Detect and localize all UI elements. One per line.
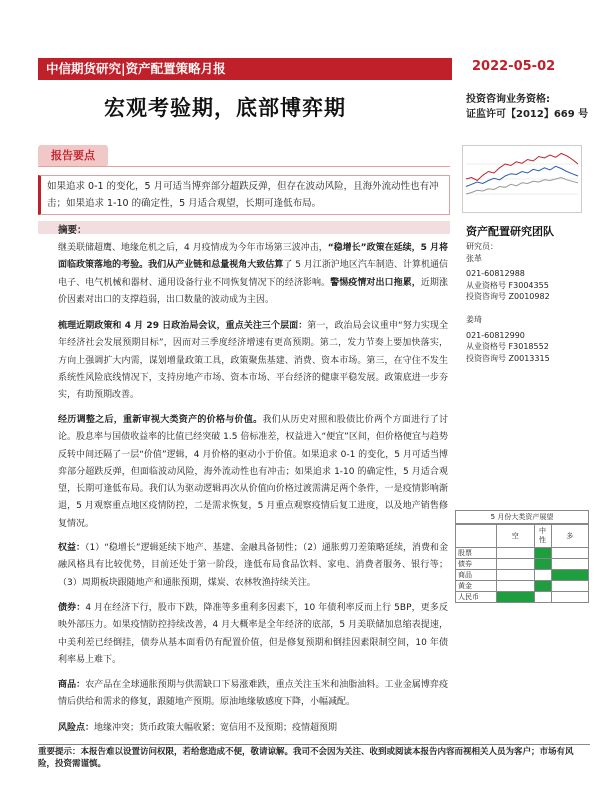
summary-divider: [38, 166, 450, 167]
qualification-license: 证监许可【2012】669 号: [466, 109, 589, 120]
paragraph-3: 经历调整之后，重新审视大类资产的价格与价值。我们从历史对照和股债比价两个方面进行了讨论。股息率与国债收益率的比值已经突破 1.5 倍标准差，权益进入“便宜”区间，但价格便宜与趋势反转中间还隔了一层“价值”逻辑，4 月价格的驱动小于价值。如果追求 0-1 的变化，5 月可适当博弈部分超跌反弹，但面临波动风险，海外流动性也有冲击；如果追求 1-10 的确定性，5 月适合观望，长期可逢低布局。我们认为驱动逻辑再次从价值向价格过渡需满足两个条件，一是疫情影响渐退，5 月观察重点地区疫情防控，二是需求恢复，5 月重点观察疫情后复工进度，以及地产销售修复情况。: [58, 415, 448, 529]
summary-tab: 报告要点: [38, 145, 108, 167]
allocation-asset: 商品: [456, 570, 497, 581]
allocation-cell: [497, 559, 535, 570]
allocation-asset: 黄金: [456, 581, 497, 592]
report-brand-banner: 中信期货研究|资产配置策略月报: [38, 58, 452, 80]
allocation-table-title: 5 月份大类资产展望: [455, 510, 589, 524]
paragraph-1: 继美联储超鹰、地缘危机之后，4 月疫情成为今年市场第三波冲击，“稳增长”政策在延续，5 月将面临政策落地的考验。我们从产业链和总量视角大致估算了 5 月江浙沪地区汽车制造、计算机通信电子、电气机械和器材、通用设备行业不同恢复情况下的经济影响。警惕疫情对出口拖累，近期涨价因素对出口的支撑趋弱，出口数量的波动成为主因。: [58, 243, 448, 305]
allocation-cell: [534, 570, 551, 581]
allocation-grid: [455, 524, 589, 603]
abstract-bar: [38, 221, 450, 234]
allocation-header-row: 空 中性 多: [456, 525, 589, 548]
allocation-cell: [497, 570, 535, 581]
paragraph-bonds: 债券：4 月在经济下行，股市下跌，降准等多重利多因素下，10 年债利率反而上行 5BP，更多反映外部压力。如果疫情防控持续改善，4 月大概率是全年经济的底部，5 月美联储加息缩表提速，中美利差已经倒挂，债券从基本面看仍有配置价值，但是修复预期和倒挂因素限制空间，10 年债利率易上难下。: [58, 603, 448, 665]
summary-box: 如果追求 0-1 的变化，5 月可适当博弈部分超跌反弹，但存在波动风险，且海外流动性也有冲击；如果追求 1-10 的确定性，5 月适合观望，长期可逢低布局。: [38, 175, 450, 215]
allocation-cell: [534, 559, 551, 570]
allocation-row: [456, 548, 589, 559]
paragraph-equity: 权益：（1）“稳增长”逻辑延续下地产、基建、金融具备韧性；（2）通胀剪刀差策略延续，消费和金融风格具有比较优势，目前还处于第一阶段，逢低布局食品饮料、家电、消费者服务、银行等；（3）周期板块跟随地产和通胀预期，煤炭、农林牧渔持续关注。: [58, 543, 448, 588]
allocation-asset: 股票: [456, 548, 497, 559]
footer-disclaimer: 重要提示：本报告难以设置访问权限，若给您造成不便，敬请谅解。我司不会因为关注、收到或阅读本报告内容而视相关人员为客户；市场有风险，投资需谨慎。: [38, 747, 574, 769]
allocation-cell: [551, 581, 589, 592]
paragraph-commodities: 商品：农产品在全球通胀预期与供需缺口下易涨难跌，重点关注玉米和油脂油料。工业金属博弈疫情后供给和需求的修复，跟随地产预期。原油地缘敏感度下降，小幅减配。: [58, 680, 448, 708]
allocation-cell: [551, 548, 589, 559]
allocation-table: [455, 510, 589, 601]
allocation-row: [456, 559, 589, 570]
qualification-label: 投资咨询业务资格:: [466, 94, 550, 105]
allocation-cell: [551, 592, 589, 603]
trend-chart: [462, 145, 582, 213]
allocation-row: [456, 570, 589, 581]
allocation-row: [456, 592, 589, 603]
allocation-cell: [497, 592, 535, 603]
qualification-info: [466, 92, 588, 122]
allocation-cell: [534, 581, 551, 592]
allocation-cell: [534, 592, 551, 603]
allocation-cell: [551, 559, 589, 570]
allocation-cell: [534, 548, 551, 559]
team-title: 资产配置研究团队: [466, 225, 554, 238]
allocation-asset: 人民币: [456, 592, 497, 603]
allocation-cell: [497, 548, 535, 559]
allocation-cell: [551, 570, 589, 581]
report-date: 2022-05-02: [472, 59, 556, 74]
allocation-asset: 债券: [456, 559, 497, 570]
report-title: 宏观考验期，底部博弈期: [104, 96, 346, 120]
allocation-row: [456, 581, 589, 592]
allocation-cell: [497, 581, 535, 592]
paragraph-risks: 风险点：地缘冲突；货币政策大幅收紧；宽信用不及预期；疫情超预期: [58, 723, 338, 733]
analyst-2: 姜琦 021-60812990 从业资格号 F3018552 投资咨询号 Z0013315: [466, 315, 550, 363]
abstract-label: 摘要：: [58, 225, 87, 236]
footer-divider: [38, 744, 590, 745]
paragraph-2: 梳理近期政策和 4 月 29 日政治局会议，重点关注三个层面：第一，政治局会议重申“努力实现全年经济社会发展预期目标”，因而对三季度经济增速有更高预期。第二，发力节奏上要加快落实，方向上强调扩大内需，谋划增量政策工具，政策聚焦基建、消费、资本市场。第三，在守住不发生系统性风险底线情况下，支持房地产市场、资本市场、平台经济的健康平稳发展。政策底进一步夯实，有助预期改善。: [58, 321, 448, 401]
analyst-1: 研究员： 张革 021-60812988 从业资格号 F3004355 投资咨询号 Z0010982: [466, 242, 550, 301]
